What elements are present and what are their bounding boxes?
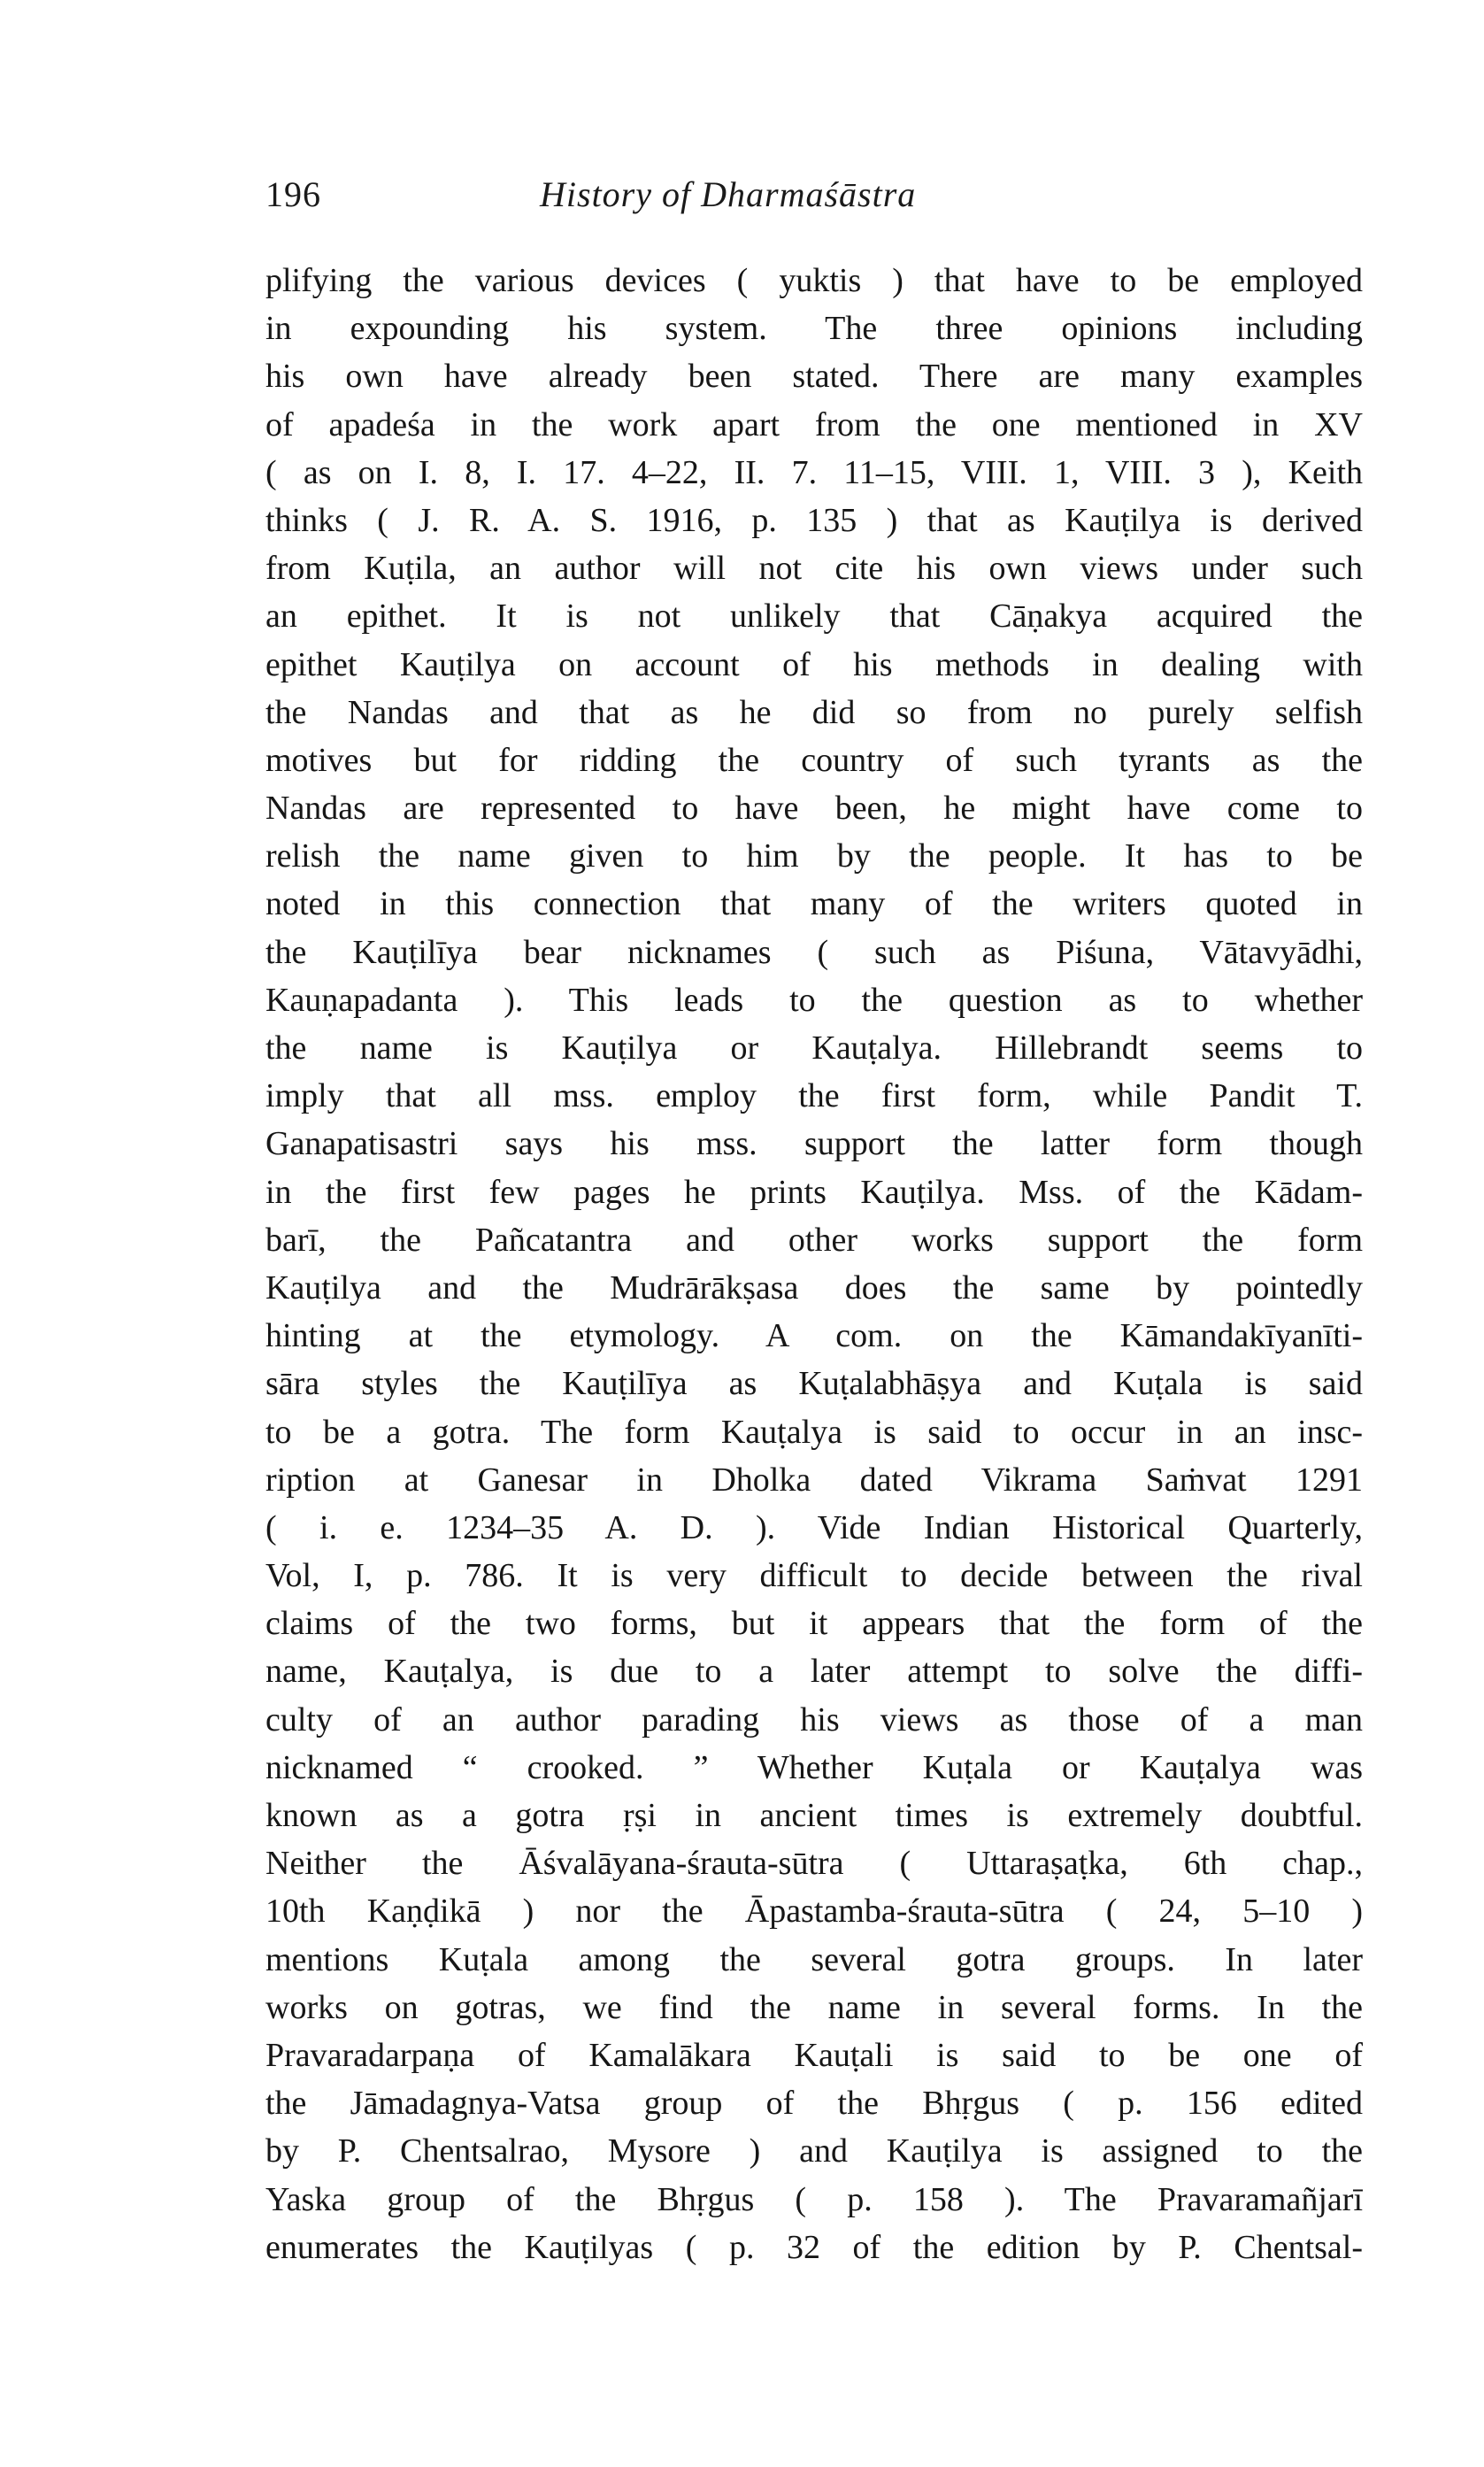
text-line: from Kuṭila, an author will not cite his own views under such	[265, 550, 1363, 588]
text-line: noted in this connection that many of the writers quoted in	[265, 885, 1363, 923]
text-line: enumerates the Kauṭilyas ( p. 32 of the edition by P. Chentsal-	[265, 2228, 1363, 2266]
text-line: the Jāmadagnya-Vatsa group of the Bhṛgus ( p. 156 edited	[265, 2085, 1363, 2123]
text-line: Nandas are represented to have been, he might have come to	[265, 790, 1363, 828]
text-line: of apadeśa in the work apart from the one mentioned in XV	[265, 405, 1363, 443]
text-line: epithet Kauṭilya on account of his methods in dealing with	[265, 645, 1363, 683]
text-line: in the first few pages he prints Kauṭilya. Mss. of the Kādam-	[265, 1173, 1363, 1211]
page-header	[265, 173, 1363, 227]
text-line: thinks ( J. R. A. S. 1916, p. 135 ) that as Kauṭilya is derived	[265, 501, 1363, 539]
text-line: sāra styles the Kauṭilīya as Kuṭalabhāṣya and Kuṭala is said	[265, 1365, 1363, 1403]
text-line: the name is Kauṭilya or Kauṭalya. Hillebrandt seems to	[265, 1029, 1363, 1067]
text-line: the Nandas and that as he did so from no purely selfish	[265, 693, 1363, 731]
text-line: nicknamed “ crooked. ” Whether Kuṭala or Kauṭalya was	[265, 1748, 1363, 1786]
running-title: History of Dharmaśāstra	[540, 174, 917, 214]
text-line: Yaska group of the Bhṛgus ( p. 158 ). The Pravaramañjarī	[265, 2180, 1363, 2218]
text-line: Neither the Āśvalāyana-śrauta-sūtra ( Uttaraṣaṭka, 6th chap.,	[265, 1845, 1363, 1883]
text-line: plifying the various devices ( yuktis ) that have to be employed	[265, 262, 1363, 299]
text-line: motives but for ridding the country of such tyrants as the	[265, 741, 1363, 779]
text-line: ( i. e. 1234–35 A. D. ). Vide Indian Historical Quarterly,	[265, 1508, 1363, 1546]
text-line: by P. Chentsalrao, Mysore ) and Kauṭilya is assigned to the	[265, 2132, 1363, 2170]
text-line: 10th Kaṇḍikā ) nor the Āpastamba-śrauta-sūtra ( 24, 5–10 )	[265, 1893, 1363, 1931]
text-line: Ganapatisastri says his mss. support the latter form though	[265, 1125, 1363, 1163]
text-line: ription at Ganesar in Dholka dated Vikrama Saṁvat 1291	[265, 1461, 1363, 1499]
text-line: Kauṭilya and the Mudrārākṣasa does the same by pointedly	[265, 1268, 1363, 1307]
text-line: works on gotras, we find the name in several forms. In the	[265, 1988, 1363, 2026]
text-line: culty of an author parading his views as those of a man	[265, 1700, 1363, 1738]
text-line: name, Kauṭalya, is due to a later attempt to solve the diffi-	[265, 1653, 1363, 1691]
text-line: in expounding his system. The three opinions including	[265, 310, 1363, 348]
text-line: Vol, I, p. 786. It is very difficult to decide between the rival	[265, 1557, 1363, 1595]
text-line: ( as on I. 8, I. 17. 4–22, II. 7. 11–15, VIII. 1, VIII. 3 ), Keith	[265, 453, 1363, 491]
body-text	[265, 257, 1363, 2271]
text-line: his own have already been stated. There are many examples	[265, 358, 1363, 396]
text-line: to be a gotra. The form Kauṭalya is said to occur in an insc-	[265, 1413, 1363, 1451]
text-line: barī, the Pañcatantra and other works support the form	[265, 1221, 1363, 1259]
text-line: relish the name given to him by the people. It has to be	[265, 837, 1363, 875]
text-line: Kauṇapadanta ). This leads to the question as to whether	[265, 981, 1363, 1019]
text-line: the Kauṭilīya bear nicknames ( such as Piśuna, Vātavyādhi,	[265, 933, 1363, 971]
text-line: an epithet. It is not unlikely that Cāṇakya acquired the	[265, 597, 1363, 636]
text-line: mentions Kuṭala among the several gotra groups. In later	[265, 1940, 1363, 1978]
text-line: hinting at the etymology. A com. on the Kāmandakīyanīti-	[265, 1317, 1363, 1355]
text-line: imply that all mss. employ the first form, while Pandit T.	[265, 1077, 1363, 1115]
text-line: Pravaradarpaṇa of Kamalākara Kauṭali is said to be one of	[265, 2036, 1363, 2074]
text-line: known as a gotra ṛṣi in ancient times is extremely doubtful.	[265, 1797, 1363, 1834]
page-number: 196	[265, 174, 321, 214]
text-line: claims of the two forms, but it appears that the form of the	[265, 1605, 1363, 1643]
